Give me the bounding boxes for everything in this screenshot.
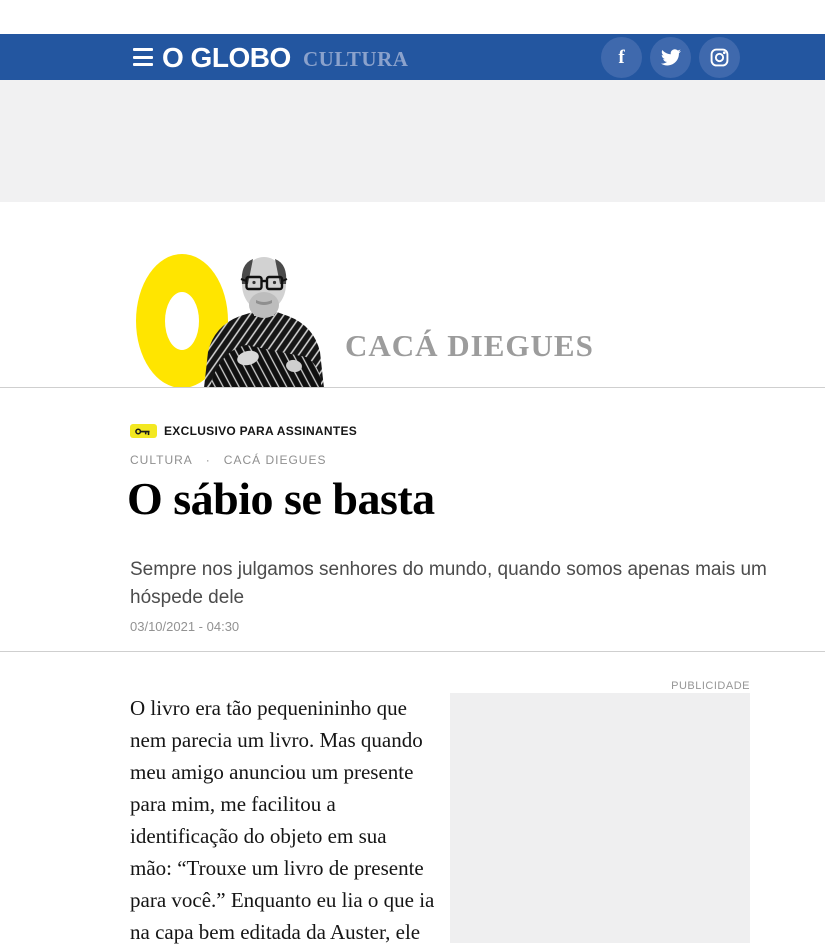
header-divider <box>0 387 825 388</box>
exclusive-badge-label: EXCLUSIVO PARA ASSINANTES <box>164 424 358 438</box>
breadcrumb <box>130 453 326 467</box>
ad-label: PUBLICIDADE <box>671 680 750 692</box>
twitter-button[interactable] <box>650 37 691 78</box>
subtitle-line: hóspede dele <box>130 587 245 608</box>
key-pill <box>130 424 157 438</box>
article-divider <box>0 651 825 652</box>
menu-icon[interactable] <box>133 48 153 66</box>
body-line: na capa bem editada da Auster, ele <box>130 920 421 944</box>
navbar-section-label[interactable]: CULTURA <box>303 47 409 71</box>
twitter-icon <box>661 49 681 66</box>
instagram-button[interactable] <box>699 37 740 78</box>
article-subtitle <box>130 556 770 612</box>
body-line: nem parecia um livro. Mas quando <box>130 728 423 752</box>
body-line: mão: “Trouxe um livro de presente <box>130 856 424 880</box>
body-line: identificação do objeto em sua <box>130 824 387 848</box>
facebook-button[interactable] <box>601 37 642 78</box>
breadcrumb-section[interactable]: CULTURA <box>130 453 193 467</box>
column-author-name[interactable]: CACÁ DIEGUES <box>345 328 594 363</box>
body-line: O livro era tão pequenininho que <box>130 696 407 720</box>
body-line: para você.” Enquanto eu lia o que ia <box>130 888 435 912</box>
top-navbar <box>0 34 825 80</box>
body-line: meu amigo anunciou um presente <box>130 760 414 784</box>
breadcrumb-separator: · <box>205 453 211 467</box>
oglobo-logo[interactable]: O GLOBO <box>162 42 291 73</box>
author-photo <box>190 252 328 388</box>
subtitle-line: Sempre nos julgamos senhores do mundo, quando somos apenas mais um <box>130 559 767 580</box>
breadcrumb-author[interactable]: CACÁ DIEGUES <box>223 453 327 467</box>
ad-placeholder <box>450 693 750 943</box>
key-icon <box>135 427 152 436</box>
article-title: O sábio se basta <box>127 473 435 524</box>
facebook-icon: f <box>618 46 625 68</box>
instagram-icon <box>710 48 729 67</box>
article-body <box>130 692 434 948</box>
exclusive-badge <box>130 424 357 438</box>
header-ad-space <box>0 80 825 202</box>
social-buttons <box>601 37 740 78</box>
publish-date: 03/10/2021 - 04:30 <box>130 619 240 634</box>
body-line: para mim, me facilitou a <box>130 792 336 816</box>
